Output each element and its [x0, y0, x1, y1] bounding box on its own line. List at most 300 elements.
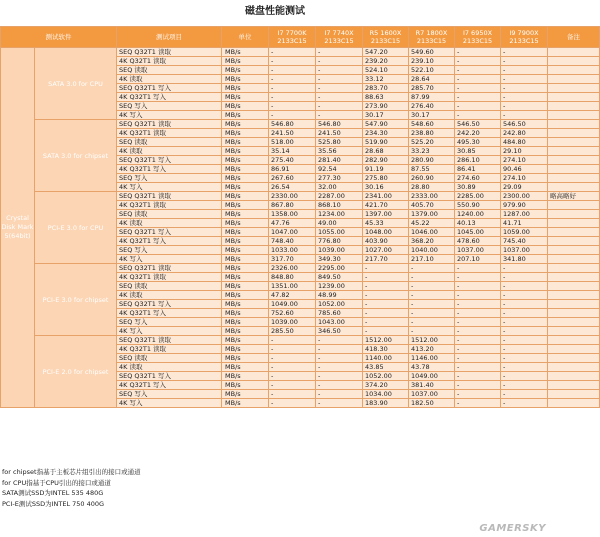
- unit-cell: MB/s: [222, 327, 269, 336]
- value-cell: -: [316, 66, 363, 75]
- value-cell: 217.10: [409, 255, 455, 264]
- value-cell: 546.50: [455, 120, 501, 129]
- value-cell: 525.20: [409, 138, 455, 147]
- test-item-cell: 4K Q32T1 读取: [117, 57, 222, 66]
- unit-cell: MB/s: [222, 120, 269, 129]
- value-cell: -: [409, 273, 455, 282]
- section-label: SATA 3.0 for CPU: [35, 48, 117, 120]
- test-item-cell: SEQ Q32T1 读取: [117, 192, 222, 201]
- value-cell: 29.10: [501, 147, 548, 156]
- value-cell: 979.90: [501, 201, 548, 210]
- value-cell: 1287.00: [501, 210, 548, 219]
- value-cell: -: [501, 390, 548, 399]
- test-item-cell: SEQ 读取: [117, 138, 222, 147]
- unit-cell: MB/s: [222, 399, 269, 408]
- value-cell: -: [501, 273, 548, 282]
- note-cell: [548, 345, 600, 354]
- value-cell: 30.16: [363, 183, 409, 192]
- value-cell: -: [501, 399, 548, 408]
- value-cell: -: [455, 75, 501, 84]
- note-cell: [548, 165, 600, 174]
- note-cell: [548, 174, 600, 183]
- value-cell: -: [455, 372, 501, 381]
- value-cell: 418.30: [363, 345, 409, 354]
- test-item-cell: 4K 写入: [117, 183, 222, 192]
- value-cell: 1033.00: [269, 246, 316, 255]
- value-cell: -: [316, 381, 363, 390]
- value-cell: 47.76: [269, 219, 316, 228]
- test-item-cell: 4K Q32T1 读取: [117, 345, 222, 354]
- test-item-cell: 4K Q32T1 读取: [117, 201, 222, 210]
- value-cell: 2287.00: [316, 192, 363, 201]
- test-item-cell: SEQ 读取: [117, 354, 222, 363]
- test-item-cell: SEQ Q32T1 写入: [117, 300, 222, 309]
- test-item-cell: SEQ 读取: [117, 210, 222, 219]
- value-cell: -: [316, 102, 363, 111]
- value-cell: 405.70: [409, 201, 455, 210]
- unit-cell: MB/s: [222, 129, 269, 138]
- unit-cell: MB/s: [222, 210, 269, 219]
- value-cell: 207.10: [455, 255, 501, 264]
- header-cpu-4: R7 1800X 2133C15: [409, 27, 455, 48]
- header-cpu-1: I7 7700K 2133C15: [269, 27, 316, 48]
- value-cell: 1379.00: [409, 210, 455, 219]
- value-cell: 550.90: [455, 201, 501, 210]
- value-cell: 32.00: [316, 183, 363, 192]
- value-cell: 35.56: [316, 147, 363, 156]
- test-item-cell: 4K 读取: [117, 363, 222, 372]
- value-cell: 374.20: [363, 381, 409, 390]
- value-cell: 2300.00: [501, 192, 548, 201]
- note-cell: [548, 75, 600, 84]
- value-cell: -: [501, 84, 548, 93]
- test-item-cell: 4K Q32T1 写入: [117, 93, 222, 102]
- test-item-cell: SEQ 写入: [117, 390, 222, 399]
- unit-cell: MB/s: [222, 84, 269, 93]
- value-cell: -: [501, 66, 548, 75]
- page-title: 磁盘性能测试: [245, 6, 305, 17]
- value-cell: 88.63: [363, 93, 409, 102]
- value-cell: -: [455, 318, 501, 327]
- note-cell: [548, 336, 600, 345]
- unit-cell: MB/s: [222, 309, 269, 318]
- unit-cell: MB/s: [222, 75, 269, 84]
- value-cell: 260.90: [409, 174, 455, 183]
- value-cell: 2326.00: [269, 264, 316, 273]
- value-cell: -: [409, 291, 455, 300]
- value-cell: 1049.00: [409, 372, 455, 381]
- value-cell: 86.91: [269, 165, 316, 174]
- value-cell: 241.50: [316, 129, 363, 138]
- header-cpu-3: R5 1600X 2133C15: [363, 27, 409, 48]
- test-item-cell: 4K 读取: [117, 291, 222, 300]
- value-cell: 2341.00: [363, 192, 409, 201]
- value-cell: -: [316, 75, 363, 84]
- value-cell: 239.10: [409, 57, 455, 66]
- value-cell: 238.80: [409, 129, 455, 138]
- unit-cell: MB/s: [222, 282, 269, 291]
- value-cell: 277.30: [316, 174, 363, 183]
- value-cell: 45.22: [409, 219, 455, 228]
- note-cell: [548, 219, 600, 228]
- unit-cell: MB/s: [222, 381, 269, 390]
- test-item-cell: SEQ 读取: [117, 66, 222, 75]
- value-cell: -: [501, 327, 548, 336]
- header-cpu-2: I7 7740X 2133C15: [316, 27, 363, 48]
- value-cell: 849.50: [316, 273, 363, 282]
- value-cell: 518.00: [269, 138, 316, 147]
- note-cell: [548, 147, 600, 156]
- value-cell: 495.30: [455, 138, 501, 147]
- value-cell: -: [409, 282, 455, 291]
- test-item-cell: 4K 写入: [117, 399, 222, 408]
- test-item-cell: SEQ Q32T1 写入: [117, 84, 222, 93]
- test-item-cell: SEQ Q32T1 写入: [117, 156, 222, 165]
- unit-cell: MB/s: [222, 219, 269, 228]
- value-cell: 275.40: [269, 156, 316, 165]
- note-cell: [548, 372, 600, 381]
- value-cell: -: [501, 381, 548, 390]
- test-item-cell: SEQ 写入: [117, 174, 222, 183]
- footnote-line: for CPU指基于CPU引出的接口或通道: [2, 478, 111, 487]
- footnote-line: PCI-E测试SSD为INTEL 750 400G: [2, 499, 105, 508]
- value-cell: 283.70: [363, 84, 409, 93]
- note-cell: [548, 201, 600, 210]
- value-cell: -: [455, 66, 501, 75]
- section-label: PCI-E 2.0 for chipset: [35, 336, 117, 408]
- value-cell: 30.17: [409, 111, 455, 120]
- value-cell: -: [455, 282, 501, 291]
- value-cell: 868.10: [316, 201, 363, 210]
- value-cell: 274.60: [455, 174, 501, 183]
- test-item-cell: SEQ Q32T1 读取: [117, 264, 222, 273]
- test-item-cell: SEQ Q32T1 写入: [117, 372, 222, 381]
- value-cell: 1146.00: [409, 354, 455, 363]
- value-cell: -: [455, 273, 501, 282]
- value-cell: -: [269, 381, 316, 390]
- test-item-cell: SEQ 写入: [117, 246, 222, 255]
- note-cell: [548, 138, 600, 147]
- value-cell: -: [269, 102, 316, 111]
- unit-cell: MB/s: [222, 390, 269, 399]
- value-cell: -: [269, 390, 316, 399]
- header-software: 测试软件: [1, 27, 117, 48]
- test-item-cell: SEQ Q32T1 写入: [117, 228, 222, 237]
- value-cell: 2330.00: [269, 192, 316, 201]
- value-cell: -: [501, 93, 548, 102]
- value-cell: -: [501, 300, 548, 309]
- header-cpu-5: I7 6950X 2133C15: [455, 27, 501, 48]
- note-cell: [548, 183, 600, 192]
- value-cell: -: [316, 354, 363, 363]
- value-cell: 285.70: [409, 84, 455, 93]
- value-cell: 341.80: [501, 255, 548, 264]
- value-cell: 87.99: [409, 93, 455, 102]
- value-cell: -: [501, 102, 548, 111]
- note-cell: [548, 57, 600, 66]
- footnote-line: for chipset指基于主板芯片组引出的接口或通道: [2, 468, 141, 476]
- value-cell: -: [269, 75, 316, 84]
- value-cell: 421.70: [363, 201, 409, 210]
- value-cell: 1049.00: [269, 300, 316, 309]
- value-cell: 547.20: [363, 48, 409, 57]
- gamersky-watermark: GAMERSKY: [479, 523, 546, 534]
- value-cell: 47.82: [269, 291, 316, 300]
- value-cell: 546.80: [269, 120, 316, 129]
- note-cell: [548, 399, 600, 408]
- note-cell: [548, 318, 600, 327]
- unit-cell: MB/s: [222, 336, 269, 345]
- note-cell: [548, 66, 600, 75]
- software-name-cell: Crystal Disk Mark 5(64bit): [1, 48, 35, 408]
- value-cell: 1027.00: [363, 246, 409, 255]
- unit-cell: MB/s: [222, 318, 269, 327]
- value-cell: 776.80: [316, 237, 363, 246]
- note-cell: [548, 282, 600, 291]
- test-item-cell: 4K 读取: [117, 219, 222, 228]
- value-cell: 484.80: [501, 138, 548, 147]
- value-cell: -: [455, 309, 501, 318]
- unit-cell: MB/s: [222, 300, 269, 309]
- value-cell: 30.85: [455, 147, 501, 156]
- note-cell: [548, 309, 600, 318]
- value-cell: -: [363, 309, 409, 318]
- value-cell: 33.12: [363, 75, 409, 84]
- value-cell: -: [316, 399, 363, 408]
- unit-cell: MB/s: [222, 111, 269, 120]
- value-cell: 1358.00: [269, 210, 316, 219]
- section-label: PCI-E 3.0 for chipset: [35, 264, 117, 336]
- value-cell: 1037.00: [455, 246, 501, 255]
- value-cell: -: [316, 84, 363, 93]
- value-cell: -: [269, 57, 316, 66]
- value-cell: -: [269, 93, 316, 102]
- value-cell: -: [455, 264, 501, 273]
- value-cell: -: [455, 399, 501, 408]
- table-row: [1, 48, 600, 57]
- value-cell: 349.30: [316, 255, 363, 264]
- value-cell: 748.40: [269, 237, 316, 246]
- value-cell: -: [501, 336, 548, 345]
- value-cell: 241.50: [269, 129, 316, 138]
- value-cell: -: [316, 390, 363, 399]
- value-cell: -: [501, 264, 548, 273]
- value-cell: 2333.00: [409, 192, 455, 201]
- test-item-cell: 4K Q32T1 写入: [117, 309, 222, 318]
- test-item-cell: SEQ Q32T1 读取: [117, 120, 222, 129]
- value-cell: 92.54: [316, 165, 363, 174]
- value-cell: -: [269, 363, 316, 372]
- value-cell: 848.80: [269, 273, 316, 282]
- unit-cell: MB/s: [222, 48, 269, 57]
- value-cell: -: [316, 372, 363, 381]
- unit-cell: MB/s: [222, 147, 269, 156]
- value-cell: 1034.00: [363, 390, 409, 399]
- value-cell: -: [316, 93, 363, 102]
- value-cell: 547.90: [363, 120, 409, 129]
- note-cell: [548, 291, 600, 300]
- unit-cell: MB/s: [222, 174, 269, 183]
- test-item-cell: 4K 读取: [117, 75, 222, 84]
- value-cell: 28.64: [409, 75, 455, 84]
- value-cell: -: [409, 318, 455, 327]
- note-cell: [548, 93, 600, 102]
- unit-cell: MB/s: [222, 354, 269, 363]
- value-cell: -: [316, 111, 363, 120]
- value-cell: 1397.00: [363, 210, 409, 219]
- value-cell: -: [316, 336, 363, 345]
- value-cell: 267.60: [269, 174, 316, 183]
- test-item-cell: 4K Q32T1 写入: [117, 237, 222, 246]
- value-cell: 403.90: [363, 237, 409, 246]
- value-cell: 546.50: [501, 120, 548, 129]
- value-cell: 1043.00: [316, 318, 363, 327]
- value-cell: -: [269, 372, 316, 381]
- value-cell: -: [455, 327, 501, 336]
- value-cell: 1052.00: [363, 372, 409, 381]
- value-cell: -: [269, 336, 316, 345]
- value-cell: 381.40: [409, 381, 455, 390]
- unit-cell: MB/s: [222, 183, 269, 192]
- value-cell: -: [501, 354, 548, 363]
- test-item-cell: 4K Q32T1 写入: [117, 381, 222, 390]
- value-cell: 242.80: [501, 129, 548, 138]
- note-cell: [548, 300, 600, 309]
- value-cell: -: [269, 354, 316, 363]
- unit-cell: MB/s: [222, 156, 269, 165]
- benchmark-table: [0, 26, 600, 408]
- value-cell: 478.60: [455, 237, 501, 246]
- value-cell: 28.80: [409, 183, 455, 192]
- value-cell: 280.90: [409, 156, 455, 165]
- note-cell: [548, 255, 600, 264]
- value-cell: 525.80: [316, 138, 363, 147]
- value-cell: 285.50: [269, 327, 316, 336]
- value-cell: 1048.00: [363, 228, 409, 237]
- note-cell: [548, 228, 600, 237]
- value-cell: -: [455, 345, 501, 354]
- value-cell: 91.19: [363, 165, 409, 174]
- value-cell: 1512.00: [363, 336, 409, 345]
- value-cell: 183.90: [363, 399, 409, 408]
- value-cell: -: [363, 282, 409, 291]
- value-cell: 26.54: [269, 183, 316, 192]
- note-cell: [548, 327, 600, 336]
- value-cell: -: [363, 318, 409, 327]
- note-cell: [548, 120, 600, 129]
- value-cell: -: [269, 66, 316, 75]
- note-cell: [548, 264, 600, 273]
- unit-cell: MB/s: [222, 57, 269, 66]
- unit-cell: MB/s: [222, 273, 269, 282]
- value-cell: 48.99: [316, 291, 363, 300]
- test-item-cell: 4K Q32T1 读取: [117, 273, 222, 282]
- value-cell: -: [501, 318, 548, 327]
- value-cell: -: [455, 102, 501, 111]
- value-cell: 2285.00: [455, 192, 501, 201]
- value-cell: -: [455, 336, 501, 345]
- value-cell: -: [455, 57, 501, 66]
- section-label: SATA 3.0 for chipset: [35, 120, 117, 192]
- test-item-cell: 4K 写入: [117, 327, 222, 336]
- note-cell: [548, 210, 600, 219]
- value-cell: 274.10: [501, 156, 548, 165]
- value-cell: 1140.00: [363, 354, 409, 363]
- unit-cell: MB/s: [222, 228, 269, 237]
- test-item-cell: 4K Q32T1 读取: [117, 129, 222, 138]
- value-cell: -: [363, 300, 409, 309]
- value-cell: 43.78: [409, 363, 455, 372]
- value-cell: 1240.00: [455, 210, 501, 219]
- header-row: [1, 27, 600, 48]
- unit-cell: MB/s: [222, 372, 269, 381]
- value-cell: 273.90: [363, 102, 409, 111]
- value-cell: -: [501, 282, 548, 291]
- value-cell: 286.10: [455, 156, 501, 165]
- note-cell: [548, 381, 600, 390]
- value-cell: -: [316, 48, 363, 57]
- value-cell: -: [363, 291, 409, 300]
- value-cell: 29.09: [501, 183, 548, 192]
- value-cell: -: [501, 291, 548, 300]
- value-cell: 86.41: [455, 165, 501, 174]
- unit-cell: MB/s: [222, 165, 269, 174]
- value-cell: 282.90: [363, 156, 409, 165]
- value-cell: -: [269, 345, 316, 354]
- value-cell: 87.55: [409, 165, 455, 174]
- value-cell: -: [455, 291, 501, 300]
- value-cell: 239.20: [363, 57, 409, 66]
- unit-cell: MB/s: [222, 345, 269, 354]
- unit-cell: MB/s: [222, 192, 269, 201]
- value-cell: -: [455, 300, 501, 309]
- note-cell: [548, 246, 600, 255]
- value-cell: 1239.00: [316, 282, 363, 291]
- unit-cell: MB/s: [222, 255, 269, 264]
- test-item-cell: 4K Q32T1 写入: [117, 165, 222, 174]
- table-row: [1, 120, 600, 129]
- test-item-cell: SEQ Q32T1 读取: [117, 336, 222, 345]
- value-cell: 1040.00: [409, 246, 455, 255]
- value-cell: 1046.00: [409, 228, 455, 237]
- test-item-cell: 4K 写入: [117, 255, 222, 264]
- unit-cell: MB/s: [222, 138, 269, 147]
- note-cell: [548, 390, 600, 399]
- value-cell: -: [455, 48, 501, 57]
- value-cell: 276.40: [409, 102, 455, 111]
- value-cell: -: [455, 390, 501, 399]
- value-cell: 28.68: [363, 147, 409, 156]
- value-cell: 1039.00: [316, 246, 363, 255]
- value-cell: 546.80: [316, 120, 363, 129]
- unit-cell: MB/s: [222, 291, 269, 300]
- value-cell: -: [409, 264, 455, 273]
- test-item-cell: 4K 读取: [117, 147, 222, 156]
- value-cell: -: [409, 300, 455, 309]
- unit-cell: MB/s: [222, 363, 269, 372]
- value-cell: -: [455, 363, 501, 372]
- value-cell: -: [269, 48, 316, 57]
- value-cell: 1045.00: [455, 228, 501, 237]
- header-cpu-6: I9 7900X 2133C15: [501, 27, 548, 48]
- value-cell: 522.10: [409, 66, 455, 75]
- note-cell: 略高略好: [548, 192, 600, 201]
- unit-cell: MB/s: [222, 93, 269, 102]
- note-cell: [548, 156, 600, 165]
- value-cell: 275.80: [363, 174, 409, 183]
- value-cell: 274.10: [501, 174, 548, 183]
- note-cell: [548, 111, 600, 120]
